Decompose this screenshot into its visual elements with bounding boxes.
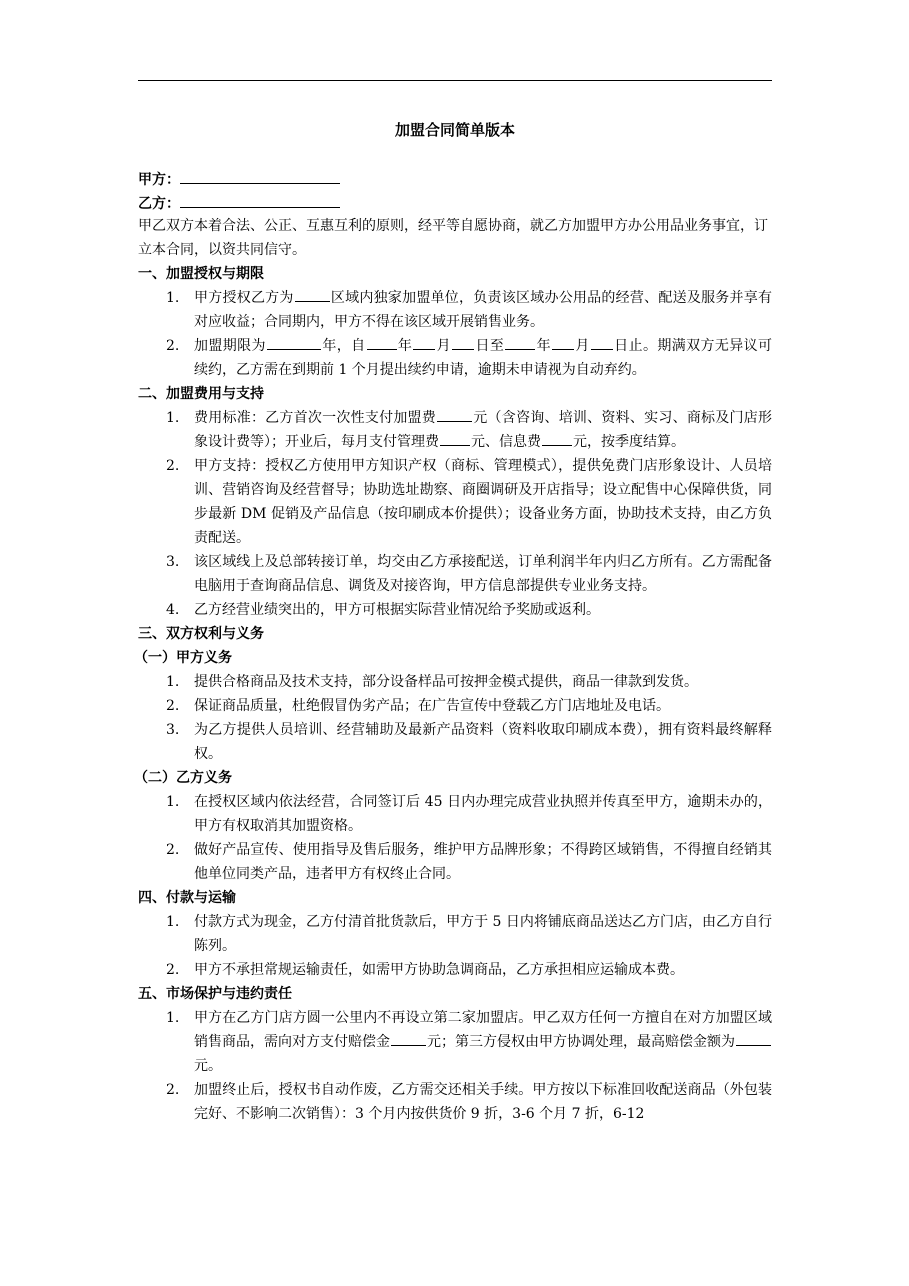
- list-item: [138, 598, 772, 622]
- item-text: [194, 334, 772, 382]
- fill-blank: [367, 334, 397, 350]
- item-text: 为乙方提供人员培训、经营辅助及最新产品资料（资料收取印刷成本费），拥有资料最终解释权。: [194, 722, 772, 762]
- fill-blank: [295, 286, 330, 302]
- item-text: [194, 406, 772, 454]
- contract-body: [134, 118, 773, 1126]
- fill-blank: [440, 430, 470, 446]
- list-item: [138, 550, 772, 598]
- party-b-line: [138, 190, 772, 214]
- list-item: [138, 910, 772, 958]
- list-item: [138, 718, 772, 766]
- fill-blank: [267, 334, 321, 350]
- list-item: [138, 1078, 772, 1126]
- document-title: 加盟合同简单版本: [394, 121, 515, 139]
- party-b-label: 乙方：: [138, 196, 180, 212]
- item-text: 甲方支持：授权乙方使用甲方知识产权（商标、管理模式），提供免费门店形象设计、人员培训、营销咨询及经营督导；协助选址勘察、商圈调研及开店指导；设立配售中心保障供货，同步最新 DM 促销及产品信息（按印刷成本价提供）；设备业务方面，协助技术支持，由乙方负责配送。: [194, 458, 772, 546]
- item-number: 2.: [166, 842, 180, 858]
- item-text: [194, 286, 772, 334]
- item-number: 4.: [166, 602, 180, 618]
- item-number: 1.: [166, 674, 180, 690]
- item-text: 付款方式为现金，乙方付清首批货款后，甲方于 5 日内将铺底商品送达乙方门店，由乙方自行陈列。: [194, 914, 772, 954]
- list-item: [138, 334, 772, 382]
- text-part: 甲方在乙方门店方圆一公里内不再设立第二家加盟店。甲乙双方任何一方擅自在对方加盟区域销售商品，需向对方支付赔偿金: [194, 1010, 772, 1050]
- section-1-heading: 一、加盟授权与期限: [138, 266, 264, 282]
- text-part: 元；第三方侵权由甲方协调处理，最高赔偿金额为: [427, 1034, 735, 1050]
- item-number: 1.: [166, 1010, 180, 1026]
- item-text: 在授权区域内依法经营，合同签订后 45 日内办理完成营业执照并传真至甲方，逾期未办的，甲方有权取消其加盟资格。: [194, 794, 772, 834]
- item-text: [194, 1006, 772, 1078]
- fill-blank: [552, 334, 574, 350]
- text-part: 元（含咨询、培训、资料、实习、商标及门店形象设计费等）；开业后，每月支付管理费: [194, 410, 773, 450]
- text-part: 年: [536, 338, 552, 354]
- list-item: [138, 670, 772, 694]
- item-number: 2.: [166, 698, 180, 714]
- fill-blank: [413, 334, 435, 350]
- list-item: [138, 454, 772, 550]
- list-item: [138, 958, 772, 982]
- item-text: 乙方经营业绩突出的，甲方可根据实际营业情况给予奖励或返利。: [194, 602, 600, 618]
- list-item: [138, 838, 772, 886]
- list-item: [138, 286, 772, 334]
- header-rule: [138, 80, 772, 81]
- item-number: 2.: [166, 1082, 180, 1098]
- text-part: 加盟期限为: [194, 338, 266, 354]
- fill-blank: [452, 334, 474, 350]
- fill-blank: [542, 430, 572, 446]
- text-part: 甲方授权乙方为: [194, 290, 294, 306]
- list-item: [138, 1006, 772, 1078]
- text-part: 费用标准：乙方首次一次性支付加盟费: [194, 410, 437, 426]
- item-text: 加盟终止后，授权书自动作废，乙方需交还相关手续。甲方按以下标准回收配送商品（外包装完好、不影响二次销售）：3 个月内按供货价 9 折，3-6 个月 7 折，6-12: [194, 1082, 772, 1122]
- subsection-party-a-duties: （一）甲方义务: [134, 650, 232, 666]
- item-text: 甲方不承担常规运输责任，如需甲方协助急调商品，乙方承担相应运输成本费。: [194, 962, 684, 978]
- section-4-heading: 四、付款与运输: [138, 890, 236, 906]
- text-part: 日至: [475, 338, 505, 354]
- text-part: 元、信息费: [471, 434, 541, 450]
- list-item: [138, 694, 772, 718]
- item-number: 1.: [166, 290, 180, 306]
- text-part: 元。: [194, 1058, 222, 1074]
- item-number: 1.: [166, 794, 180, 810]
- fill-blank: [591, 334, 613, 350]
- item-number: 2.: [166, 458, 180, 474]
- party-b-blank: [180, 190, 340, 208]
- text-part: 区域内独家加盟单位，负责该区域办公用品的经营、配送及服务并享有对应收益；合同期内，甲方不得在该区域开展销售业务。: [194, 290, 773, 330]
- party-a-line: [138, 166, 772, 190]
- text-part: 月: [575, 338, 590, 354]
- text-part: 年: [397, 338, 413, 354]
- text-part: 月: [436, 338, 452, 354]
- party-a-blank: [180, 166, 340, 184]
- list-item: [138, 406, 772, 454]
- item-text: 提供合格商品及技术支持，部分设备样品可按押金模式提供，商品一律款到发货。: [194, 674, 698, 690]
- item-number: 2.: [166, 338, 180, 354]
- item-number: 1.: [166, 914, 180, 930]
- item-number: 3.: [166, 554, 180, 570]
- section-5-heading: 五、市场保护与违约责任: [138, 986, 292, 1002]
- fill-blank: [505, 334, 535, 350]
- section-2-heading: 二、加盟费用与支持: [138, 386, 264, 402]
- text-part: 元，按季度结算。: [573, 434, 685, 450]
- item-text: 保证商品质量，杜绝假冒伪劣产品；在广告宣传中登载乙方门店地址及电话。: [194, 698, 670, 714]
- item-text: 该区域线上及总部转接订单，均交由乙方承接配送，订单利润半年内归乙方所有。乙方需配备电脑用于查询商品信息、调货及对接咨询，甲方信息部提供专业业务支持。: [194, 554, 772, 594]
- item-number: 1.: [166, 410, 180, 426]
- list-item: [138, 790, 772, 838]
- section-3-heading: 三、双方权利与义务: [138, 626, 264, 642]
- fill-blank: [736, 1030, 771, 1046]
- item-number: 2.: [166, 962, 180, 978]
- intro-paragraph: 甲乙双方本着合法、公正、互惠互利的原则，经平等自愿协商，就乙方加盟甲方办公用品业务事宜，订立本合同，以资共同信守。: [138, 218, 768, 258]
- subsection-party-b-duties: （二）乙方义务: [134, 770, 232, 786]
- fill-blank: [391, 1030, 426, 1046]
- text-part: 日止。期满双方无异议可续约，乙方需在到期前 1 个月提出续约申请，逾期未申请视为自动弃约。: [194, 338, 773, 378]
- party-a-label: 甲方：: [138, 172, 180, 188]
- item-number: 3.: [166, 722, 180, 738]
- text-part: 年，自: [321, 338, 366, 354]
- fill-blank: [437, 406, 472, 422]
- item-text: 做好产品宣传、使用指导及售后服务，维护甲方品牌形象；不得跨区域销售，不得擅自经销其他单位同类产品，违者甲方有权终止合同。: [194, 842, 772, 882]
